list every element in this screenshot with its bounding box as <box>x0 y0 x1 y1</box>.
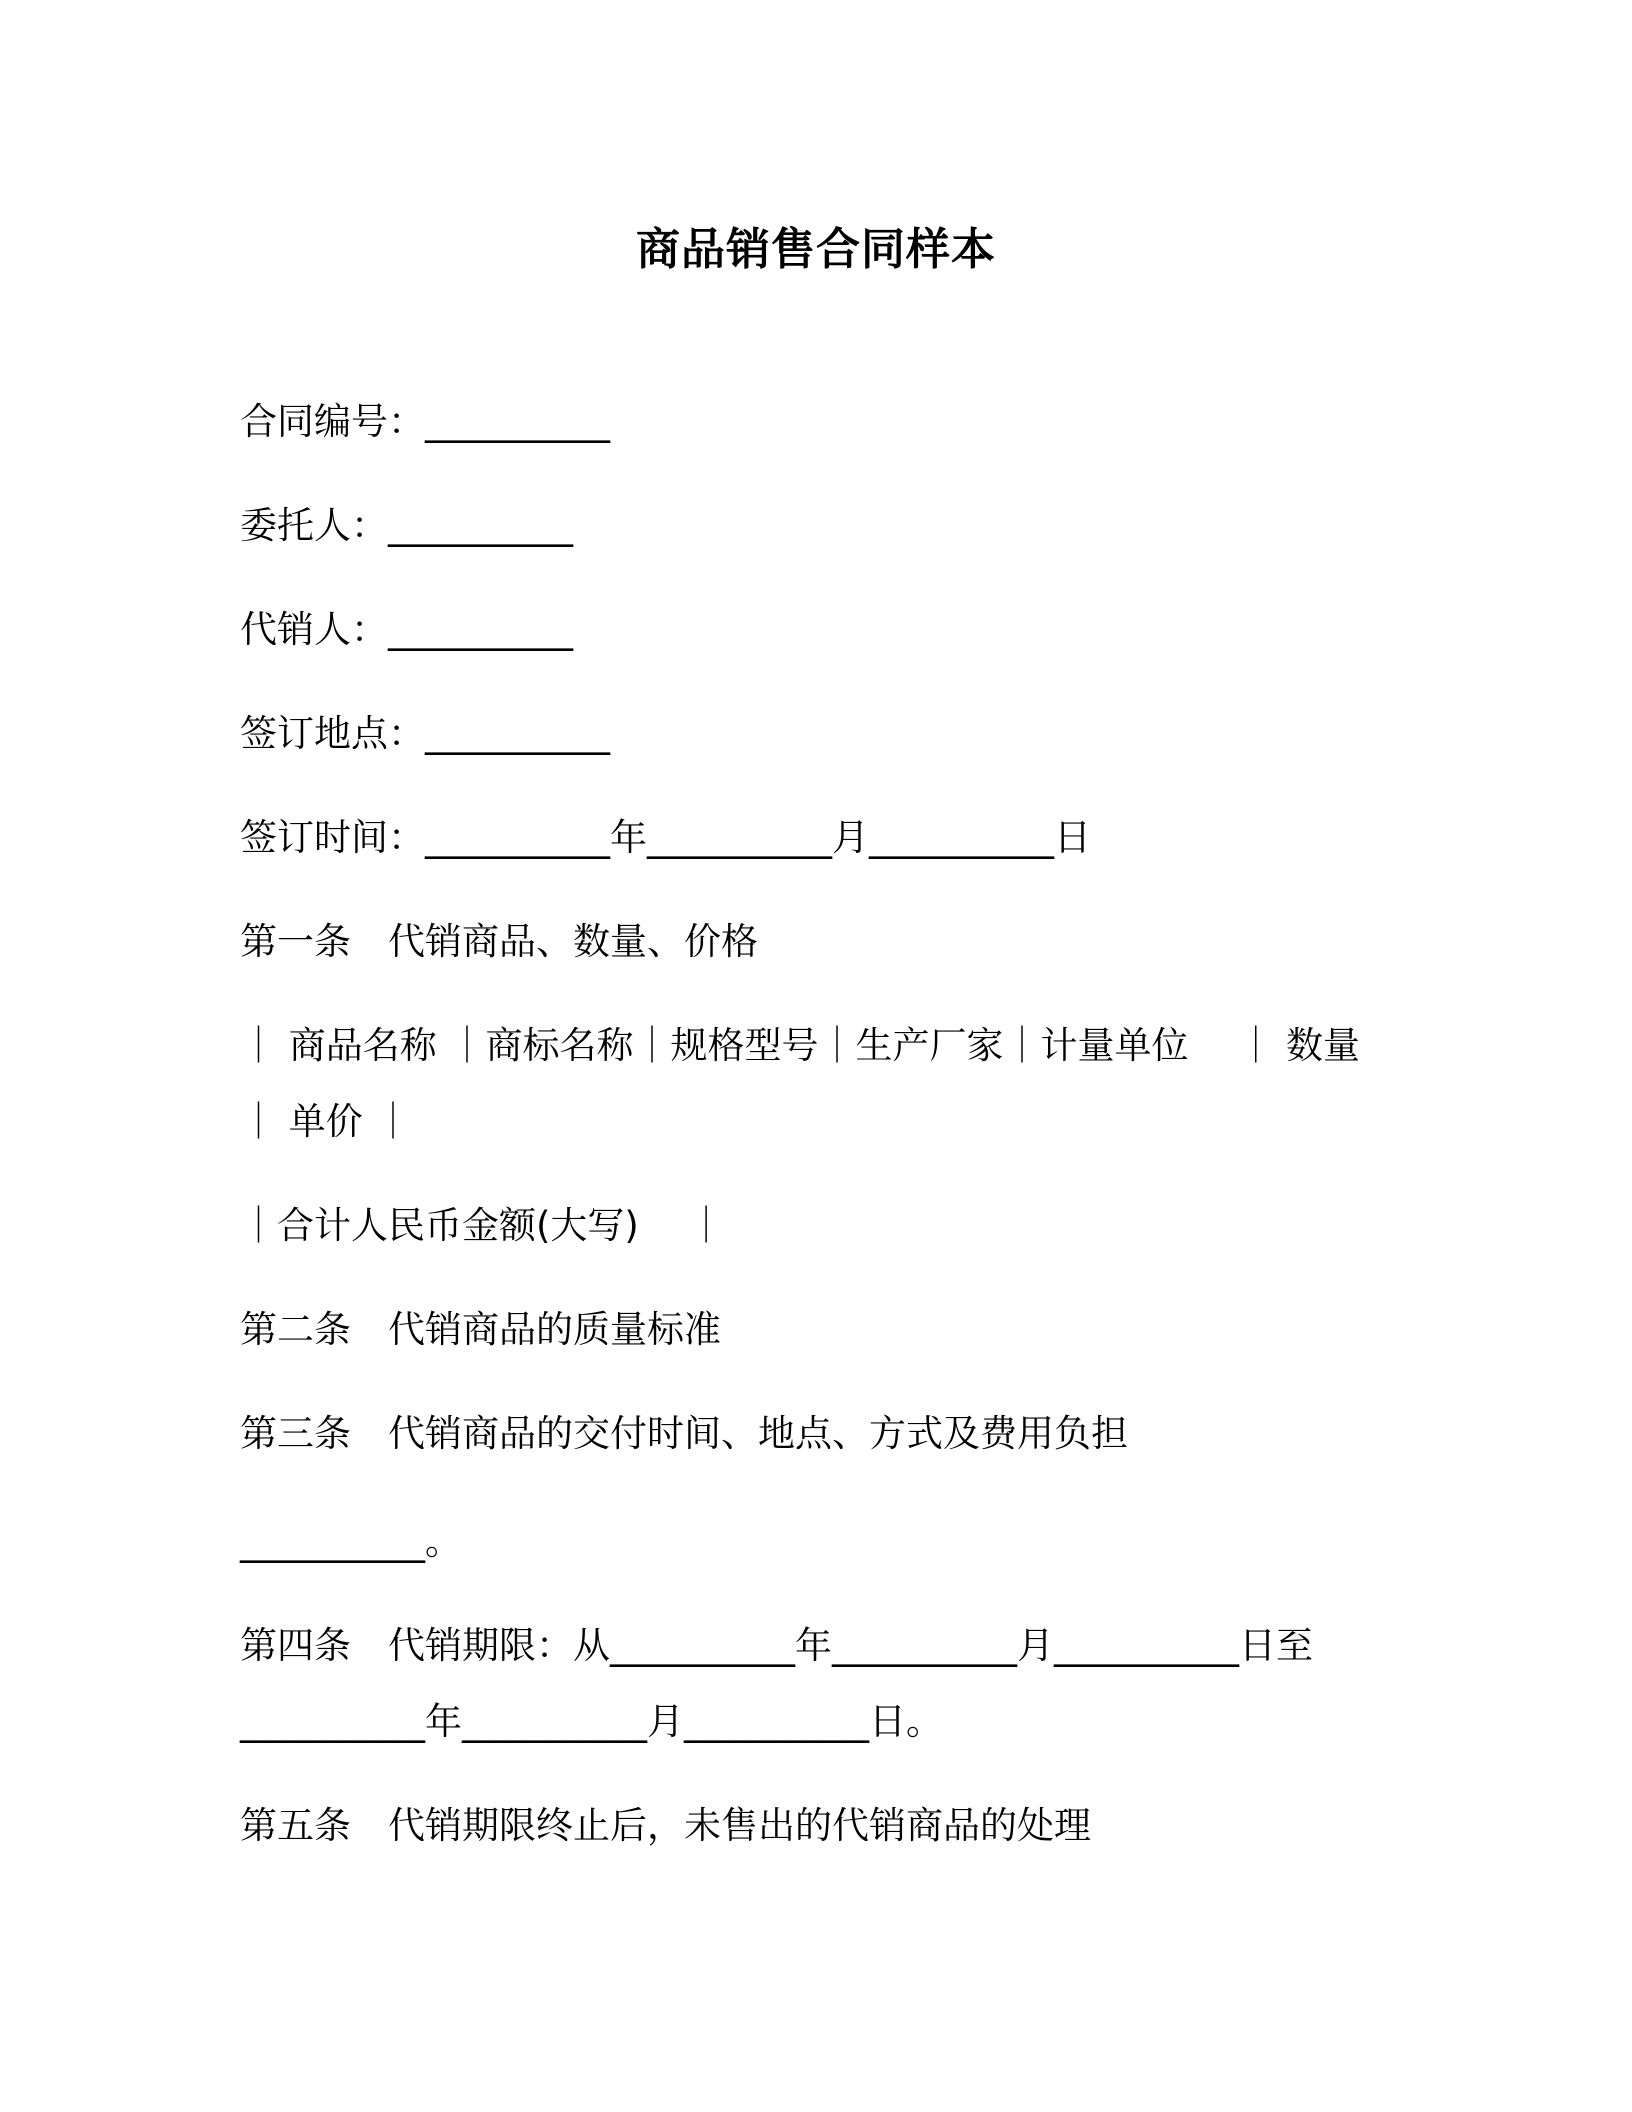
article-2-heading: 第二条 代销商品的质量标准 <box>240 1308 721 1351</box>
article-4-line-1: 第四条 代销期限：从__________年__________月__________日至 <box>240 1624 1313 1667</box>
signing-date-line: 签订时间：__________年__________月__________日 <box>240 816 1091 859</box>
article-3-blank: __________。 <box>240 1520 462 1563</box>
goods-table-header-row-2: ｜ 单价 ｜ <box>240 1100 412 1143</box>
document-title: 商品销售合同样本 <box>636 224 996 275</box>
article-1-heading: 第一条 代销商品、数量、价格 <box>240 920 758 963</box>
article-5-heading: 第五条 代销期限终止后，未售出的代销商品的处理 <box>240 1804 1091 1847</box>
article-3-heading: 第三条 代销商品的交付时间、地点、方式及费用负担 <box>240 1412 1128 1455</box>
article-4-line-2: __________年__________月__________日。 <box>240 1700 943 1743</box>
consignee-line: 代销人：__________ <box>240 608 573 651</box>
goods-table-total-row: ｜合计人民币金额(大写) ｜ <box>240 1204 725 1247</box>
signing-place-line: 签订地点：__________ <box>240 712 610 755</box>
contract-number-line: 合同编号：__________ <box>240 400 610 443</box>
consignor-line: 委托人：__________ <box>240 504 573 547</box>
goods-table-header-row-1: ｜ 商品名称 ｜商标名称｜规格型号｜生产厂家｜计量单位 ｜ 数量 <box>240 1024 1361 1067</box>
